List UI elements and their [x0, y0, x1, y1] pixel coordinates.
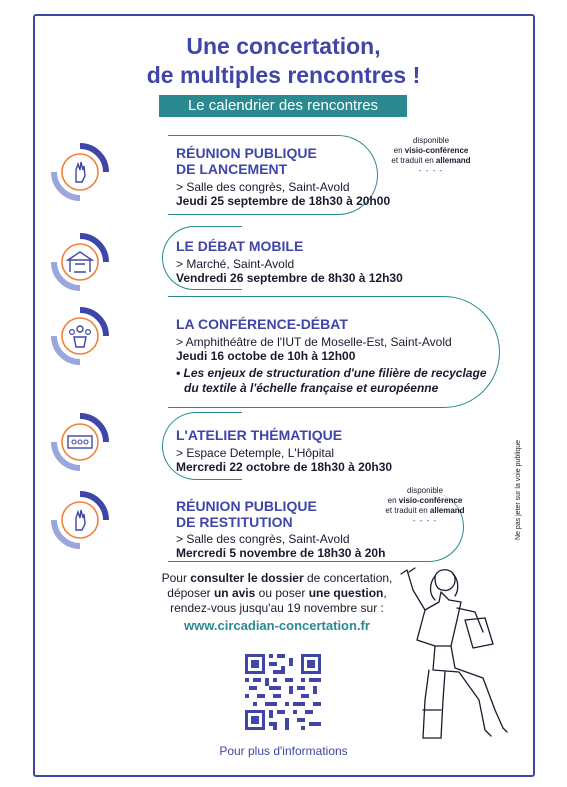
cta-l2b: un avis: [213, 586, 256, 600]
dispo-allemand: allemand: [429, 506, 465, 515]
event-launch: [0, 128, 567, 218]
lectern-speaker-icon: [50, 306, 110, 366]
event-heading: RÉUNION PUBLIQUE: [176, 145, 317, 161]
page-title-line1: Une concertation,: [186, 33, 381, 59]
website-link[interactable]: www.circadian-concertation.fr: [184, 618, 370, 633]
cta-l1b: consulter le dossier: [190, 571, 304, 585]
cta-l2a: déposer: [167, 586, 214, 600]
event-heading: LA CONFÉRENCE-DÉBAT: [176, 316, 348, 332]
event-place: > Amphithéâtre de l'IUT de Moselle-Est, Saint-Avold: [176, 335, 452, 349]
event-topic-2: du textile à l'échelle française et européenne: [184, 381, 439, 395]
cta-l3: rendez-vous jusqu'au 19 novembre sur :: [170, 601, 384, 615]
more-info-label: Pour plus d'informations: [219, 744, 348, 758]
event-heading-2: DE LANCEMENT: [176, 161, 288, 177]
dispo-line3a: et traduit en: [385, 506, 430, 515]
event-topic: • Les enjeux de structuration d'une filière de recyclage: [176, 366, 487, 380]
dispo-line1: disponible: [406, 486, 444, 495]
workshop-table-icon: [50, 412, 110, 472]
event-date: Jeudi 25 septembre de 18h30 à 20h00: [176, 194, 391, 208]
event-date: Mercredi 5 novembre de 18h30 à 20h: [176, 546, 386, 560]
qr-code[interactable]: [243, 652, 323, 732]
dispo-line1: disponible: [412, 136, 450, 145]
calendar-banner: Le calendrier des rencontres: [159, 95, 407, 117]
call-to-action: [145, 571, 409, 616]
event-heading: L'ATELIER THÉMATIQUE: [176, 427, 343, 443]
dispo-line3a: et traduit en: [391, 156, 436, 165]
event-place: > Espace Detemple, L'Hôpital: [176, 446, 335, 460]
event-place: > Marché, Saint-Avold: [176, 257, 295, 271]
tent-icon: [50, 232, 110, 292]
event-place: > Salle des congrès, Saint-Avold: [176, 180, 350, 194]
event-date: Vendredi 26 septembre de 8h30 à 12h30: [176, 271, 403, 285]
availability-note: [370, 486, 480, 526]
event-heading: RÉUNION PUBLIQUE: [176, 498, 317, 514]
cta-l2c: ou poser: [255, 586, 309, 600]
cta-l1a: Pour: [161, 571, 191, 585]
event-heading: LE DÉBAT MOBILE: [176, 238, 304, 254]
event-date: Mercredi 22 octobre de 18h30 à 20h30: [176, 460, 393, 474]
raised-hand-icon: [50, 490, 110, 550]
event-place: > Salle des congrès, Saint-Avold: [176, 532, 350, 546]
event-conference: [0, 296, 567, 408]
availability-note: [376, 136, 486, 176]
dispo-line2a: en: [393, 146, 405, 155]
page-title-line2: de multiples rencontres !: [146, 62, 421, 88]
raised-hand-icon: [50, 142, 110, 202]
cta-l2e: ,: [383, 586, 387, 600]
event-workshop: [0, 412, 567, 488]
cta-l2d: une question: [308, 586, 384, 600]
dispo-dash: - - - -: [412, 516, 438, 525]
event-date: Jeudi 16 octobe de 10h à 12h00: [176, 349, 356, 363]
event-heading-2: DE RESTITUTION: [176, 514, 293, 530]
dispo-allemand: allemand: [435, 156, 471, 165]
dispo-dash: - - - -: [418, 166, 444, 175]
dispo-visio: visio-conférence: [404, 146, 469, 155]
dispo-visio: visio-conférence: [398, 496, 463, 505]
woman-illustration: [395, 560, 515, 760]
event-mobile-debate: [0, 226, 567, 296]
side-notice: Ne pas jeter sur la voie publique: [515, 439, 522, 540]
dispo-line2a: en: [387, 496, 399, 505]
cta-l1c: de concertation,: [303, 571, 393, 585]
